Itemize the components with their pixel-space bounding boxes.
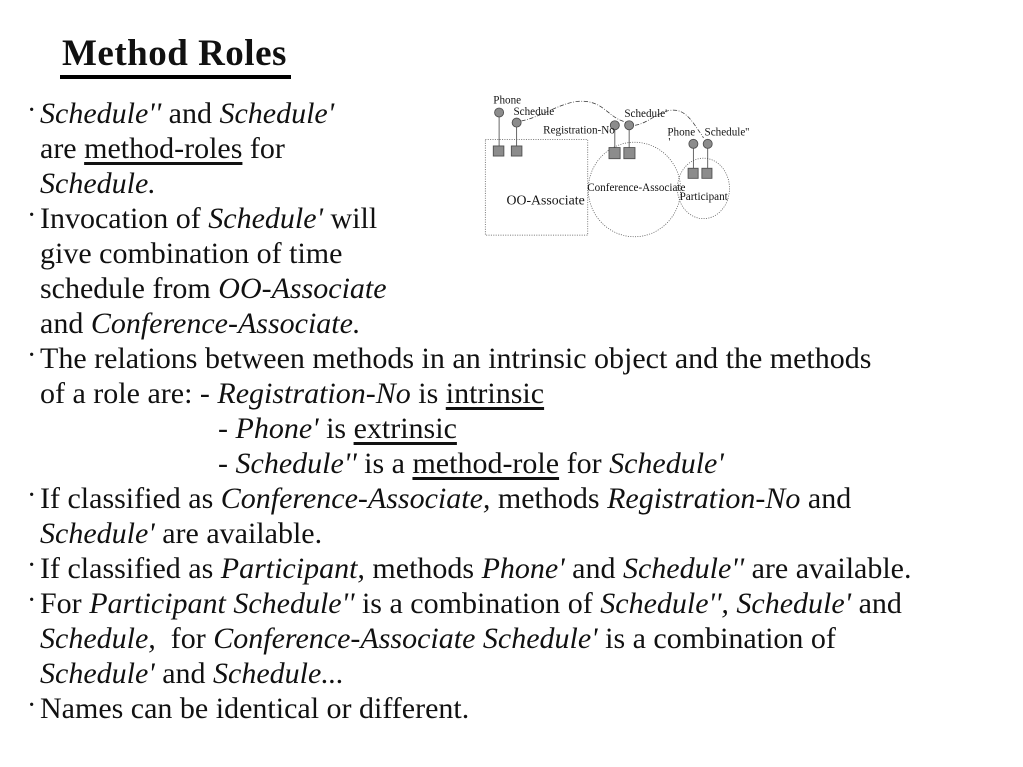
label-oo-associate: OO-Associate [506, 192, 585, 208]
body-line [40, 621, 912, 656]
text-run: and [851, 587, 902, 620]
text-run: will [322, 202, 378, 235]
bullet-dot: · [27, 690, 37, 721]
body-line [218, 411, 912, 446]
label-schedule-double-prime: Schedule'' [704, 126, 750, 139]
method-roles-diagram [480, 25, 1023, 320]
body-line [40, 656, 912, 691]
body-line [218, 446, 912, 481]
text-run: is a [356, 447, 413, 480]
body-line [27, 480, 912, 516]
text-run: For [40, 587, 90, 620]
text-run: is a combination of [597, 622, 836, 655]
text-run: Registration-No [217, 377, 411, 410]
body-line [40, 376, 912, 411]
text-run: Registration-No [607, 482, 801, 515]
text-run: intrinsic [445, 377, 545, 410]
text-run: - [218, 447, 236, 480]
text-run: Phone' [235, 412, 319, 445]
text-run: method-role [412, 447, 560, 480]
body-line [27, 340, 912, 376]
text-run: and [161, 97, 220, 130]
bullet-dot: · [27, 585, 37, 616]
text-run: and [154, 657, 214, 690]
text-run: - [218, 412, 236, 445]
label-phone-left: Phone [493, 94, 522, 107]
text-run: methods [364, 552, 482, 585]
text-run: Schedule'' [40, 97, 162, 130]
text-run: If classified as [40, 552, 221, 585]
label-schedule-left: Schedule [513, 106, 555, 119]
bullet-dot: · [27, 480, 37, 511]
text-run: Schedule'' [622, 552, 745, 585]
label-phone-right-prime: ' [668, 136, 671, 149]
slide-title: Method Roles [60, 34, 291, 79]
method-node-phone [493, 108, 504, 156]
text-run: is [318, 412, 354, 445]
text-run: Participant Schedule'' [89, 587, 355, 620]
text-run: Schedule' [40, 657, 155, 690]
method-node-schedule-prime [624, 121, 635, 159]
text-run: give combination of time [40, 237, 343, 270]
text-run: of a role are: - [40, 377, 218, 410]
text-run: Participant, [220, 552, 365, 585]
method-node-phone-prime [688, 139, 698, 178]
text-run: and [564, 552, 623, 585]
text-run: OO-Associate [218, 272, 387, 305]
bullet-dot: · [27, 200, 37, 231]
text-run: Schedule' [219, 97, 335, 130]
bullet-dot: · [27, 550, 37, 581]
text-run: and [800, 482, 852, 515]
text-run: are available. [744, 552, 912, 585]
text-run: is [410, 377, 446, 410]
text-run: Invocation of [40, 202, 209, 235]
text-run: Schedule'' [235, 447, 357, 480]
text-run: are [40, 132, 85, 165]
text-run: Conference-Associate. [90, 307, 361, 340]
text-run: Schedule, [40, 622, 156, 655]
text-run: method-roles [84, 132, 243, 165]
bullet-dot: · [27, 95, 37, 126]
method-node-schedule [511, 118, 522, 156]
text-run: extrinsic [353, 412, 457, 445]
text-run: and [40, 307, 91, 340]
text-run: Names can be identical or different. [40, 692, 470, 725]
text-run: Schedule... [213, 657, 344, 690]
label-participant: Participant [679, 191, 728, 204]
text-run: Schedule' [40, 517, 155, 550]
text-run: The relations between methods in an intrinsic object and the methods [40, 342, 872, 375]
body-line [27, 690, 912, 726]
label-phone-right: Phone [667, 126, 696, 139]
text-run: for [559, 447, 610, 480]
text-run: schedule from [40, 272, 219, 305]
text-run: Schedule'', Schedule' [600, 587, 852, 620]
label-conference-associate: Conference-Associate [587, 182, 686, 195]
method-node-schedule-double-prime [702, 139, 712, 178]
bullet-dot: · [27, 340, 37, 371]
text-run: is a combination of [354, 587, 601, 620]
text-run: Schedule' [208, 202, 323, 235]
body-line [27, 585, 912, 621]
text-run: If classified as [40, 482, 221, 515]
text-run: Schedule. [40, 167, 156, 200]
text-run: Conference-Associate Schedule' [213, 622, 598, 655]
text-run: Schedule' [609, 447, 724, 480]
text-run: Phone' [481, 552, 565, 585]
text-run: methods [490, 482, 608, 515]
body-line [27, 550, 912, 586]
text-run: Conference-Associate, [220, 482, 491, 515]
text-run: for [242, 132, 285, 165]
body-line [40, 516, 912, 551]
label-registration-no: Registration-No [543, 124, 615, 137]
label-schedule-prime: Schedule' [624, 107, 668, 120]
text-run: for [155, 622, 214, 655]
text-run: are available. [154, 517, 323, 550]
